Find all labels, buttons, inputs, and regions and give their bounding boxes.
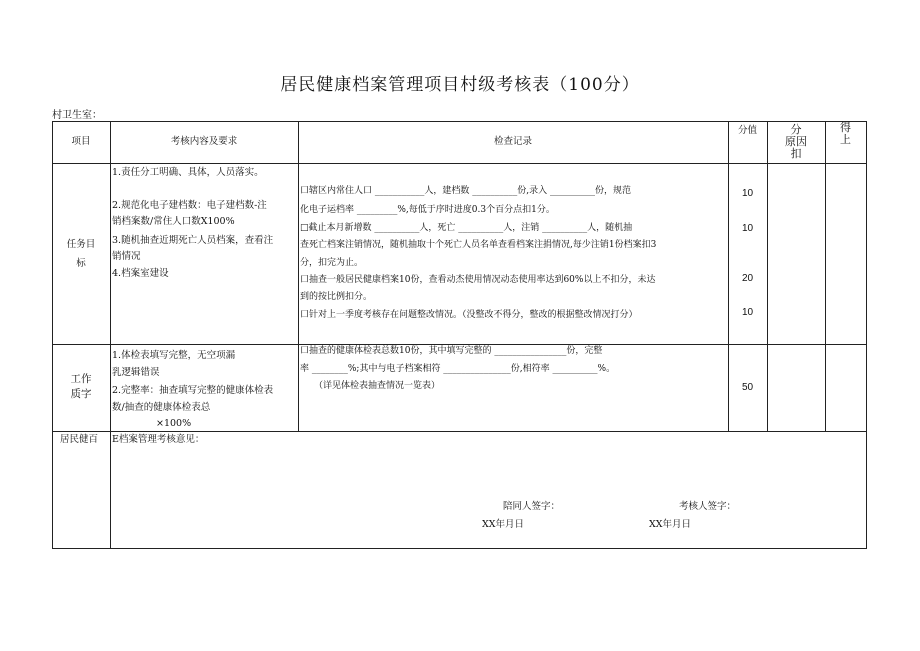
assessor-signature-label: 考核人签字： xyxy=(679,501,737,512)
section1-score: 10 xyxy=(741,188,754,199)
col-divider-score xyxy=(767,121,768,431)
section1-record-line: 口辖区内常住人口 ___________人，建档数 __________份,录入 __________份，规范 xyxy=(300,186,631,196)
section1-content-line: 销档案数/常住人口数X100% xyxy=(112,216,235,227)
header-deduct-reason-2: 原因 xyxy=(785,135,807,148)
section1-content-line: 1.责任分工明确、具体，人员落实。 xyxy=(112,167,264,178)
section2-record-line: 率 ________%;其中与电子档案相符 _______________份,相符率 __________%。 xyxy=(300,364,616,374)
header-content: 考核内容及要求 xyxy=(170,136,238,147)
header-deduct-reason-3: 扣 xyxy=(790,147,802,160)
header-got-2: 上 xyxy=(840,133,851,146)
table-border-top xyxy=(52,121,867,122)
unit-label: 村卫生室： xyxy=(52,110,102,121)
section1-record-line: 到的按比例扣分。 xyxy=(300,292,373,302)
section2-content-line: 乳逻辑错误 xyxy=(112,367,160,378)
section3-item: 居民健百 xyxy=(60,434,99,445)
section1-content-line: 销情况 xyxy=(112,251,141,262)
section2-record-line: 口抽查的健康体检表总数10份，其中填写完整的 ________________份，完整 xyxy=(300,346,603,356)
table-border-bottom xyxy=(52,548,867,549)
section1-item-2: 标 xyxy=(76,258,86,269)
section1-score: 10 xyxy=(741,307,754,318)
section2-record-line: （详见体检表抽查情况一览表） xyxy=(314,381,441,391)
section1-item-1: 任务目 xyxy=(66,239,96,250)
section1-record-line: 化电子运档率 _________%,每低于序时进度0.3个百分点扣1分。 xyxy=(300,205,555,215)
date-right: XX年月日 xyxy=(649,519,692,530)
section3-opinion: E档案管理考核意见： xyxy=(112,434,205,445)
col-divider-reason xyxy=(825,121,826,431)
section1-content-line: 2.规范化电子建档数：电子建档数-注 xyxy=(112,200,267,211)
header-divider xyxy=(52,163,867,164)
table-border-right xyxy=(866,121,867,549)
section1-record-line: □截止本月新增数 __________人，死亡 __________人，注销 __________人，随机抽 xyxy=(300,223,633,233)
assessment-table xyxy=(52,121,867,549)
section2-content-line: ×100% xyxy=(156,418,192,429)
date-left: XX年月日 xyxy=(482,519,525,530)
section1-record-line: 口抽查一般居民健康档案10份，查看动杰使用情况动态使用率达到60%以上不扣分，未达 xyxy=(300,275,656,285)
col-divider-content xyxy=(298,121,299,431)
row-divider-2 xyxy=(52,431,867,432)
section1-score: 20 xyxy=(741,273,754,284)
header-record: 检查记录 xyxy=(493,136,532,147)
section2-item-1: 工作 xyxy=(70,373,92,385)
section1-record-line: 查死亡档案注销情况，随机抽取十个死亡人员名单查看档案注捐情况,每少注销1份档案扣3 xyxy=(300,240,657,250)
section2-content-line: 2.完整率：抽查填写完整的健康体检表 xyxy=(112,385,274,396)
section1-record-line: 口针对上一季度考核存在问题整改情况。（没整改不得分，整改的根据整改情况打分） xyxy=(300,310,638,320)
page-title: 居民健康档案管理项目村级考核表（100分） xyxy=(280,75,640,95)
section2-score: 50 xyxy=(741,382,754,393)
header-deduct-reason-1: 分 xyxy=(790,123,802,136)
section1-content-line: 3.随机抽查近期死亡人员档案，查看注 xyxy=(112,235,274,246)
col-divider-item xyxy=(110,121,111,549)
header-item: 项目 xyxy=(71,136,91,147)
section2-content-line: 1.体检表填写完整，无空项漏 xyxy=(112,350,236,361)
section2-item-2: 质字 xyxy=(70,388,92,400)
section1-score: 10 xyxy=(741,223,754,234)
section1-content-line: 4.档案室建设 xyxy=(112,268,169,279)
accompany-signature-label: 陪同人签字： xyxy=(503,501,561,512)
header-got-1: 得 xyxy=(840,121,851,134)
section1-record-line: 分，扣完为止。 xyxy=(300,258,364,268)
table-border-left xyxy=(52,121,53,549)
header-score: 分值 xyxy=(737,125,757,136)
section2-content-line: 数/抽查的健康体检表总 xyxy=(112,402,211,413)
